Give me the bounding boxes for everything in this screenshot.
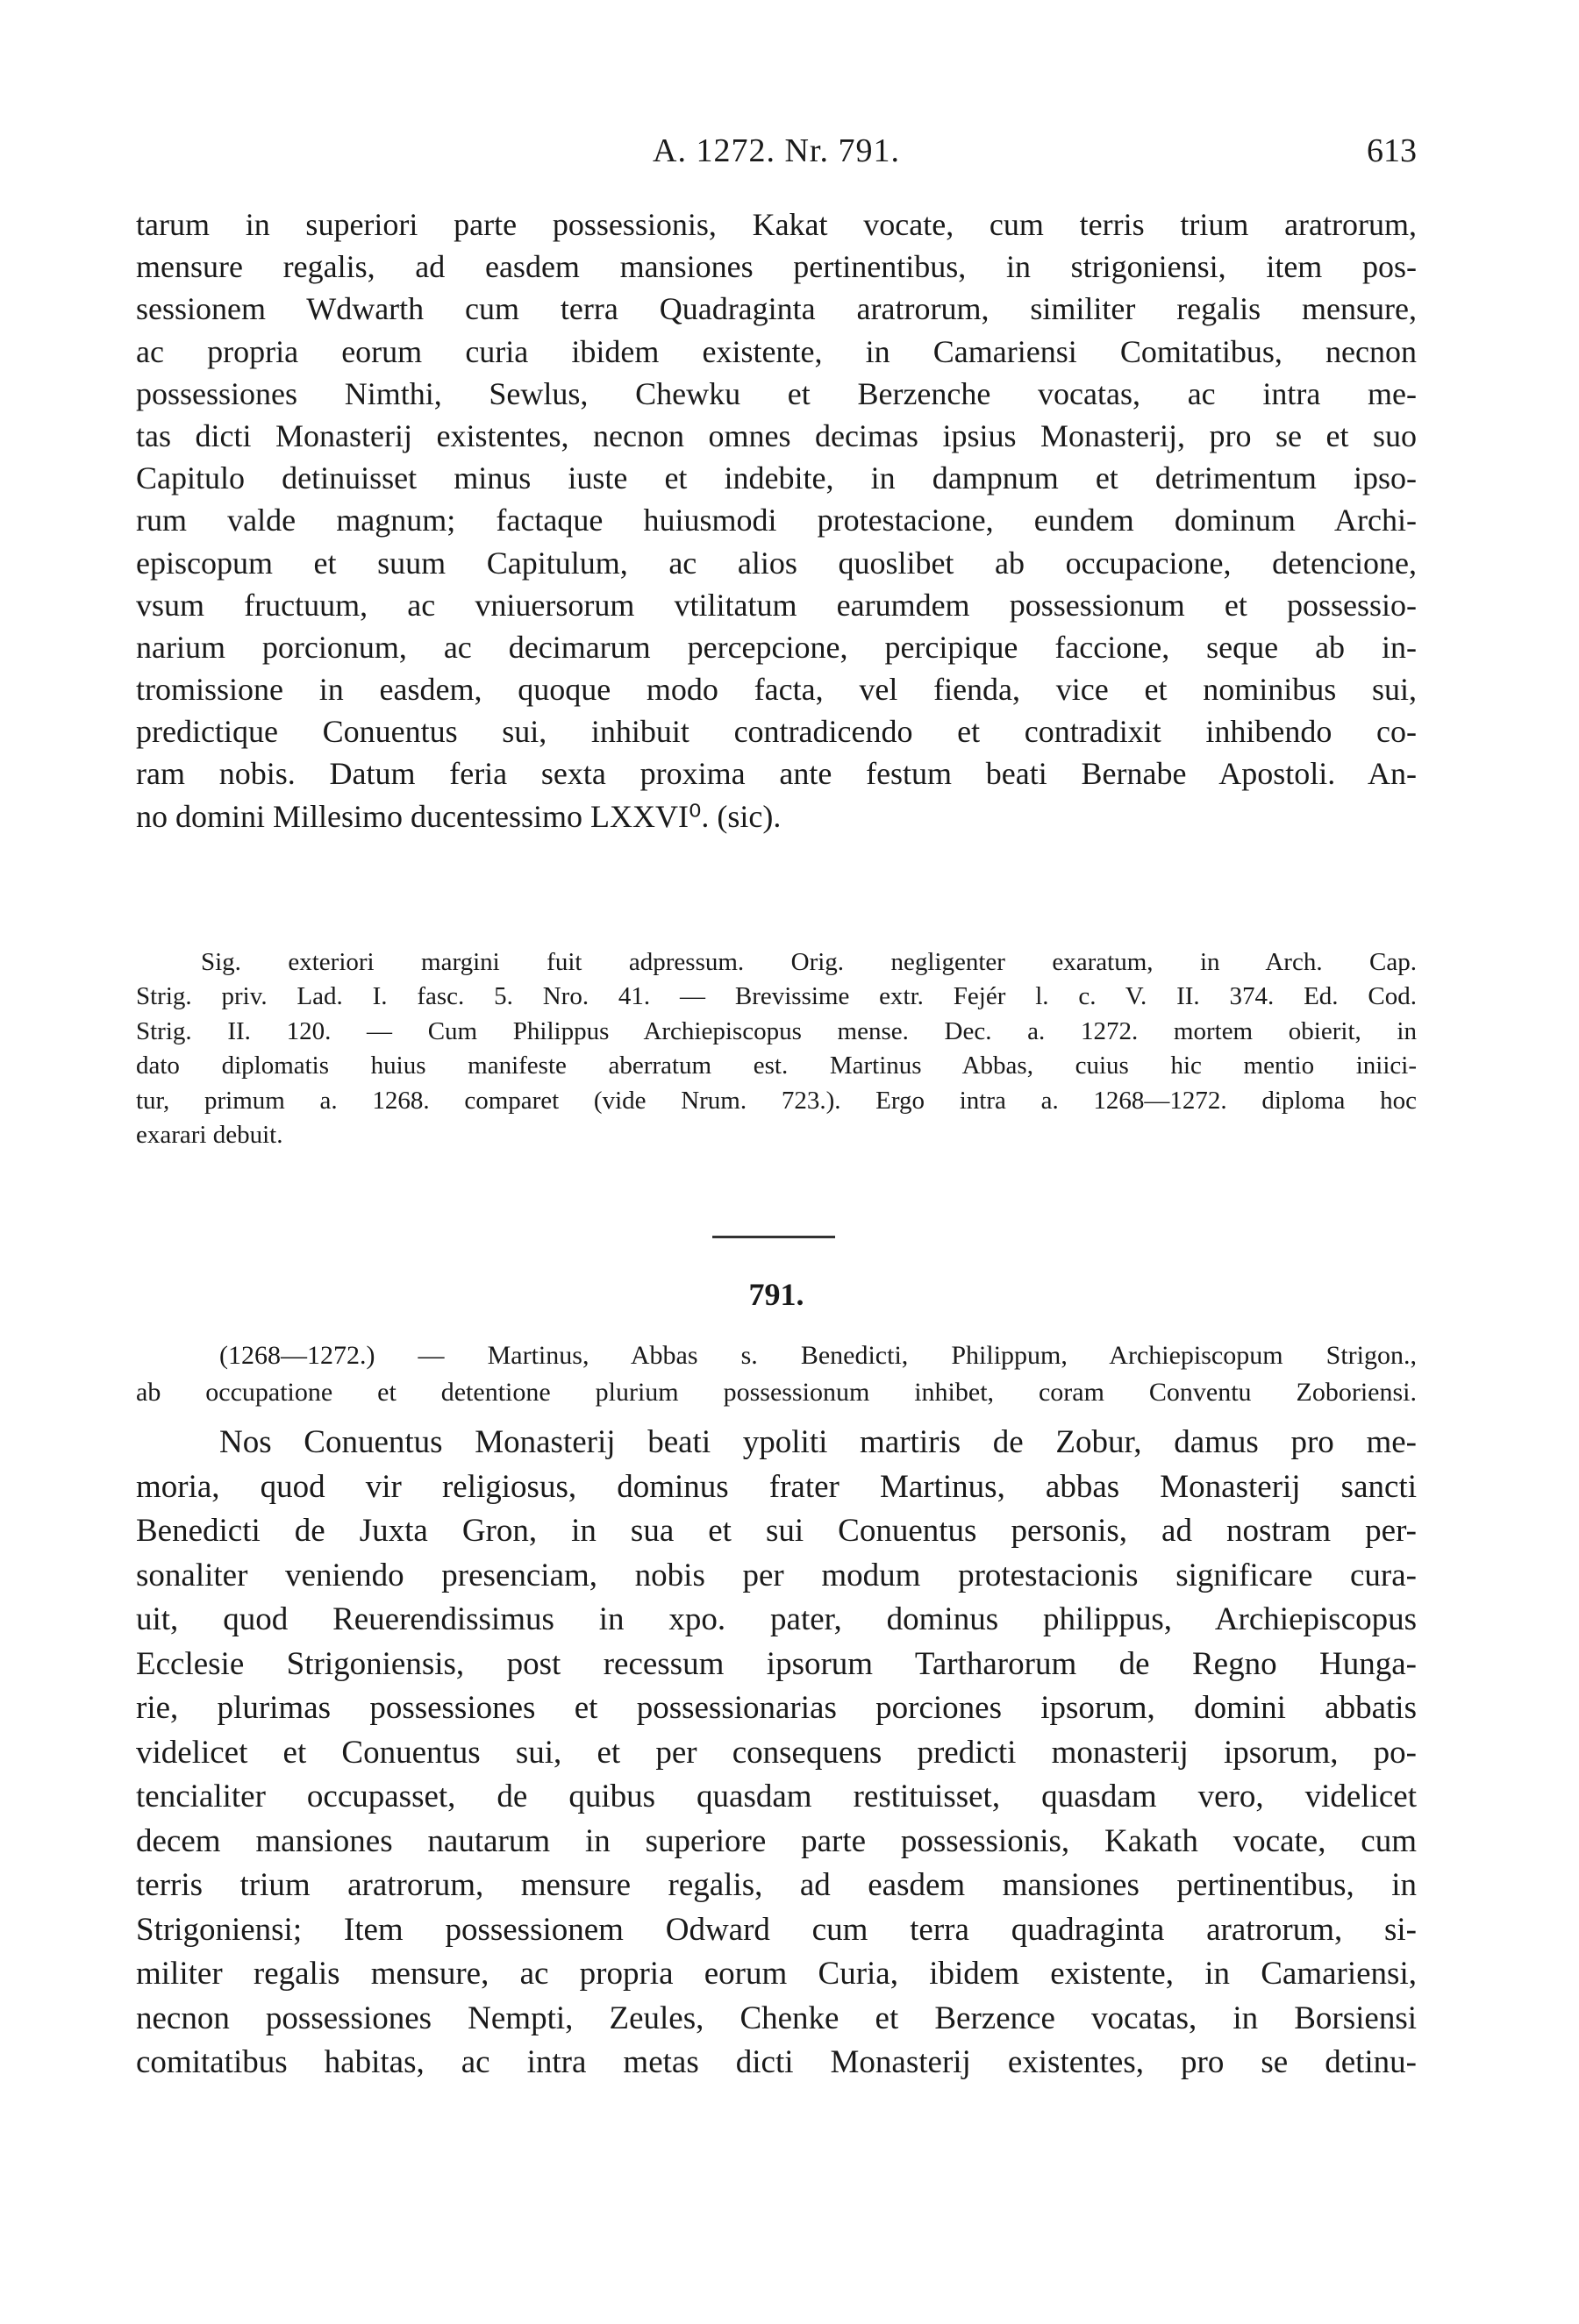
text-line: tromissione in easdem, quoque modo facta, vel fienda, vice et nominibus sui,	[136, 672, 1417, 708]
text-line: predictique Conuentus sui, inhibuit contradicendo et contradixit inhibendo co-	[136, 714, 1417, 750]
text-line: terris trium aratrorum, mensure regalis, ad easdem mansiones pertinentibus, in	[136, 1867, 1417, 1903]
text-line: rie, plurimas possessiones et possessionarias porciones ipsorum, domini abbatis	[136, 1690, 1417, 1726]
text-line: rum valde magnum; factaque huiusmodi protestacione, eundem dominum Archi-	[136, 503, 1417, 538]
note-line: tur, primum a. 1268. comparet (vide Nrum. 723.). Ergo intra a. 1268—1272. diploma hoc	[136, 1086, 1417, 1115]
text-line: moria, quod vir religiosus, dominus frater Martinus, abbas Monasterij sancti	[136, 1468, 1417, 1505]
note-line: Strig. priv. Lad. I. fasc. 5. Nro. 41. — Brevissime extr. Fejér l. c. V. II. 374. Ed. Cod.	[136, 982, 1417, 1011]
text-line: uit, quod Reuerendissimus in xpo. pater, dominus philippus, Archiepiscopus	[136, 1601, 1417, 1637]
text-line: sonaliter veniendo presenciam, nobis per modum protestacionis significare cura-	[136, 1557, 1417, 1593]
document-regest	[136, 1337, 1417, 1411]
text-line: sessionem Wdwarth cum terra Quadraginta aratrorum, similiter regalis mensure,	[136, 291, 1417, 327]
section-divider	[712, 1236, 835, 1238]
page-header	[136, 132, 1417, 175]
text-line: Ecclesie Strigoniensis, post recessum ipsorum Tartharorum de Regno Hunga-	[136, 1645, 1417, 1682]
text-line: Strigoniensi; Item possessionem Odward cum terra quadraginta aratrorum, si-	[136, 1911, 1417, 1948]
regest-line: (1268—1272.) — Martinus, Abbas s. Benedicti, Philippum, Archiepiscopum Strigon.,	[219, 1341, 1417, 1370]
note-line: Sig. exteriori margini fuit adpressum. Orig. negligenter exaratum, in Arch. Cap.	[201, 948, 1417, 976]
text-line: possessiones Nimthi, Sewlus, Chewku et Berzenche vocatas, ac intra me-	[136, 375, 1417, 411]
regest-line: ab occupatione et detentione plurium possessionum inhibet, coram Conventu Zoboriensi.	[136, 1378, 1417, 1407]
text-line: videlicet et Conuentus sui, et per consequens predicti monasterij ipsorum, po-	[136, 1734, 1417, 1771]
text-line: comitatibus habitas, ac intra metas dicti Monasterij existentes, pro se detinu-	[136, 2044, 1417, 2080]
text-line: mensure regalis, ad easdem mansiones pertinentibus, in strigoniensi, item pos-	[136, 249, 1417, 285]
text-line: episcopum et suum Capitulum, ac alios quoslibet ab occupacione, detencione,	[136, 545, 1417, 581]
text-line: tencialiter occupasset, de quibus quasdam restituisset, quasdam vero, videlicet	[136, 1779, 1417, 1814]
text-line: decem mansiones nautarum in superiore parte possessionis, Kakath vocate, cum	[136, 1822, 1417, 1859]
note-line: exarari debuit.	[136, 1120, 283, 1149]
text-line: ac propria eorum curia ibidem existente, in Camariensi Comitatibus, necnon	[136, 333, 1417, 369]
text-line: Capitulo detinuisset minus iuste et indebite, in dampnum et detrimentum ipso-	[136, 460, 1417, 496]
document-text	[136, 1421, 1417, 2085]
text-line: Nos Conuentus Monasterij beati ypoliti martiris de Zobur, damus pro me-	[219, 1424, 1417, 1460]
text-line: no domini Millesimo ducentessimo LXXVI⁰. (sic).	[136, 798, 782, 834]
document-number: 791.	[748, 1277, 804, 1312]
note-line: dato diplomatis huius manifeste aberratum est. Martinus Abbas, cuius hic mentio iniici-	[136, 1052, 1417, 1080]
text-line: tas dicti Monasterij existentes, necnon omnes decimas ipsius Monasterij, pro se et suo	[136, 417, 1417, 453]
text-line: militer regalis mensure, ac propria eorum Curia, ibidem existente, in Camariensi,	[136, 1956, 1417, 1992]
text-line: necnon possessiones Nempti, Zeules, Chenke et Berzence vocatas, in Borsiensi	[136, 2000, 1417, 2036]
note-line: Strig. II. 120. — Cum Philippus Archiepiscopus mense. Dec. a. 1272. mortem obierit, in	[136, 1016, 1417, 1045]
source-note	[136, 945, 1417, 1152]
text-line: Benedicti de Juxta Gron, in sua et sui Conuentus personis, ad nostram per-	[136, 1513, 1417, 1549]
text-line: tarum in superiori parte possessionis, Kakat vocate, cum terris trium aratrorum,	[136, 207, 1417, 242]
text-line: narium porcionum, ac decimarum percepcione, percipique faccione, seque ab in-	[136, 629, 1417, 665]
page-number: 613	[1367, 132, 1417, 169]
text-line: ram nobis. Datum feria sexta proxima ante festum beati Bernabe Apostoli. An-	[136, 756, 1417, 792]
previous-document-text	[136, 203, 1417, 838]
text-line: vsum fructuum, ac vniuersorum vtilitatum earumdem possessionum et possessio-	[136, 587, 1417, 623]
running-title: A. 1272. Nr. 791.	[653, 132, 900, 169]
